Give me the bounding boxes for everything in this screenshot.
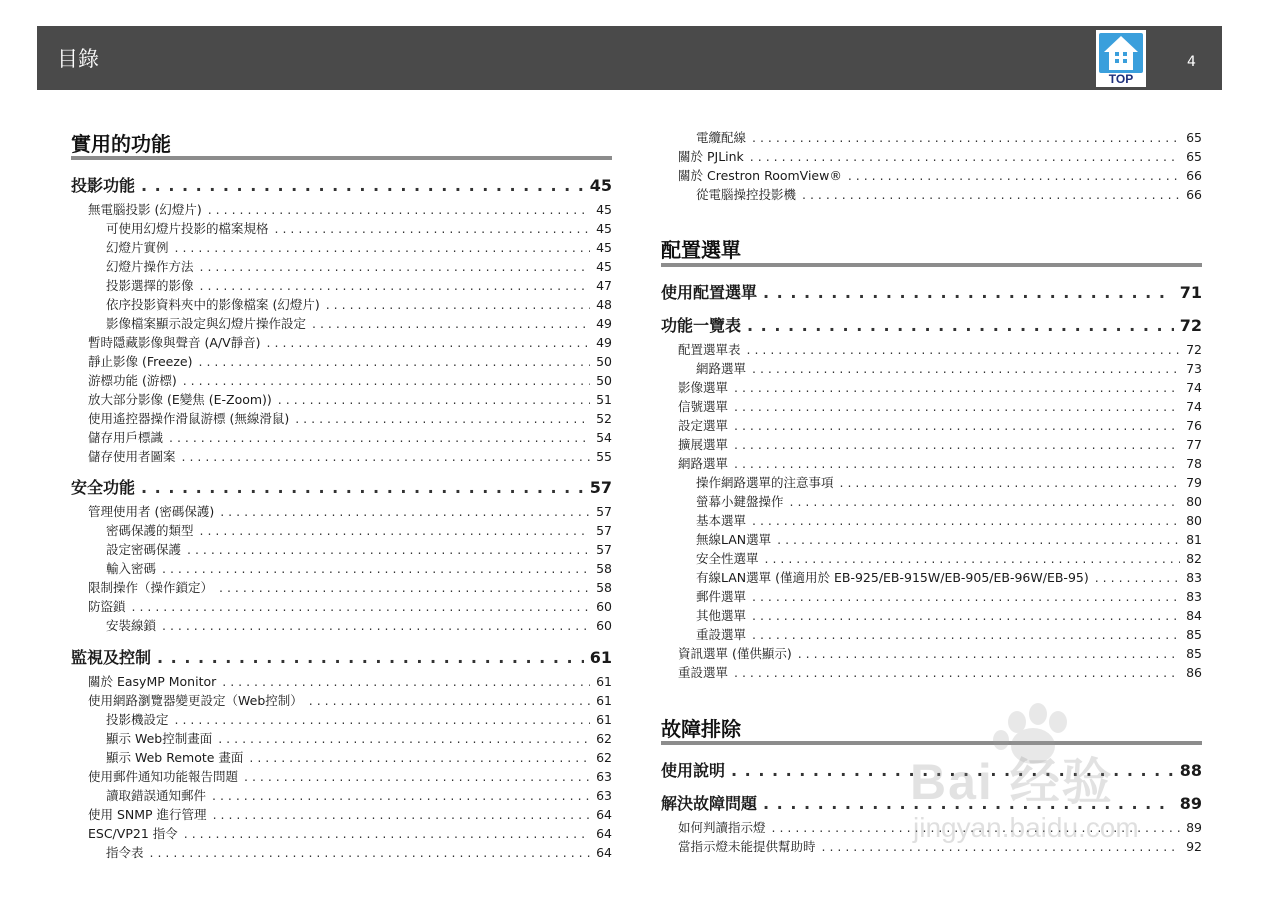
toc-subentry[interactable] [106,845,612,861]
toc-entry-page: 85 [1186,646,1202,661]
toc-entry-page: 55 [596,449,612,464]
toc-entry-label: 可使用幻燈片投影的檔案規格 [106,221,269,236]
toc-subentry[interactable] [696,187,1202,203]
toc-group-heading[interactable] [661,761,1202,781]
toc-entry-page: 45 [596,240,612,255]
toc-entry-label: 郵件選單 [696,589,747,604]
toc-entry-label: 投影選擇的影像 [106,278,194,293]
toc-group-heading[interactable] [661,283,1202,303]
toc-entry-label: 重設選單 [678,665,729,680]
dot-leader [734,399,1180,415]
toc-entry[interactable] [88,674,612,690]
toc-entry[interactable] [678,399,1202,415]
toc-subentry[interactable] [696,589,1202,605]
toc-subentry[interactable] [106,259,612,275]
toc-entry-label: 螢幕小鍵盤操作 [696,494,784,509]
toc-group-heading[interactable] [661,316,1202,336]
toc-entry[interactable] [678,149,1202,165]
toc-subentry[interactable] [696,608,1202,624]
dot-leader [249,750,590,766]
dot-leader [184,826,590,842]
toc-entry-label: 資訊選單 (僅供顯示) [678,646,792,661]
dot-leader [278,392,590,408]
toc-entry-page: 86 [1186,665,1202,680]
toc-entry-label: 安全功能 [71,478,136,497]
dot-leader [750,149,1180,165]
toc-subentry[interactable] [696,475,1202,491]
toc-subentry[interactable] [106,221,612,237]
toc-subentry[interactable] [106,731,612,747]
toc-entry-page: 80 [1186,513,1202,528]
dot-leader [747,316,1174,336]
dot-leader [309,693,590,709]
toc-entry-label: 管理使用者 (密碼保護) [88,504,215,519]
toc-subentry[interactable] [106,788,612,804]
dot-leader [132,599,591,615]
toc-entry-page: 45 [589,176,612,195]
toc-subentry[interactable] [696,627,1202,643]
dot-leader [213,807,591,823]
toc-entry-page: 72 [1179,316,1202,335]
toc-entry[interactable] [88,693,612,709]
dot-leader [765,551,1181,567]
toc-entry-page: 62 [596,731,612,746]
toc-entry[interactable] [88,826,612,842]
toc-entry-page: 49 [596,335,612,350]
toc-entry-label: 使用說明 [661,761,726,780]
toc-entry-label: 使用郵件通知功能報告問題 [88,769,239,784]
toc-entry[interactable] [678,456,1202,472]
dot-leader [752,130,1180,146]
page-number: 4 [1187,54,1196,70]
toc-entry-label: 安裝線鎖 [106,618,157,633]
dot-leader [222,674,590,690]
toc-entry[interactable] [678,646,1202,662]
toc-entry[interactable] [678,839,1202,855]
dot-leader [752,589,1180,605]
toc-entry-page: 80 [1186,494,1202,509]
toc-entry-page: 61 [596,712,612,727]
dot-leader [734,665,1180,681]
dot-leader [734,456,1180,472]
toc-entry-page: 65 [1186,149,1202,164]
toc-entry-page: 65 [1186,130,1202,145]
toc-subentry[interactable] [696,361,1202,377]
toc-entry[interactable] [88,504,612,520]
toc-entry-page: 45 [596,259,612,274]
toc-entry-label: 關於 EasyMP Monitor [88,674,217,689]
dot-leader [752,608,1180,624]
toc-entry-page: 57 [596,504,612,519]
toc-entry-label: 防盜鎖 [88,599,126,614]
section-title: 實用的功能 [71,132,171,156]
toc-group-heading[interactable] [71,176,612,196]
toc-entry-page: 73 [1186,361,1202,376]
toc-entry-label: 放大部分影像 (E變焦 (E-Zoom)) [88,392,272,407]
toc-entry[interactable] [678,820,1202,836]
dot-leader [752,627,1180,643]
toc-entry-page: 63 [596,788,612,803]
dot-leader [162,561,590,577]
toc-entry-label: 使用遙控器操作滑鼠游標 (無線滑鼠) [88,411,290,426]
section-title: 故障排除 [661,717,741,741]
toc-entry-label: 使用配置選單 [661,283,758,302]
toc-subentry[interactable] [106,240,612,256]
toc-entry-label: 儲存使用者圖案 [88,449,176,464]
toc-entry-page: 45 [596,202,612,217]
toc-entry[interactable] [88,599,612,615]
toc-subentry[interactable] [106,316,612,332]
toc-subentry[interactable] [696,494,1202,510]
dot-leader [840,475,1181,491]
toc-subentry[interactable] [106,712,612,728]
toc-entry-page: 78 [1186,456,1202,471]
toc-entry-label: 使用 SNMP 進行管理 [88,807,207,822]
dot-leader [200,278,591,294]
toc-entry[interactable] [88,373,612,389]
toc-entry-label: 功能一覽表 [661,316,742,335]
toc-entry-page: 64 [596,826,612,841]
toc-entry-page: 82 [1186,551,1202,566]
toc-entry-page: 85 [1186,627,1202,642]
dot-leader [802,187,1180,203]
section-title: 配置選單 [661,238,741,262]
dot-leader [1095,570,1180,586]
toc-entry-page: 71 [1179,283,1202,302]
toc-entry-page: 48 [596,297,612,312]
toc-entry-label: 游標功能 (游標) [88,373,177,388]
toc-entry-page: 62 [596,750,612,765]
toc-entry-page: 81 [1186,532,1202,547]
toc-entry-label: 當指示燈未能提供幫助時 [678,839,816,854]
toc-entry[interactable] [88,580,612,596]
toc-entry-label: 如何判讀指示燈 [678,820,766,835]
dot-leader [150,845,591,861]
dot-leader [244,769,590,785]
toc-entry-label: 無電腦投影 (幻燈片) [88,202,202,217]
toc-subentry[interactable] [106,542,612,558]
dot-leader [763,794,1174,814]
toc-entry-label: 基本選單 [696,513,747,528]
dot-leader [157,648,584,668]
section-rule [71,156,612,160]
toc-subentry[interactable] [106,618,612,634]
toc-entry-page: 66 [1186,168,1202,183]
toc-entry-page: 83 [1186,570,1202,585]
toc-entry-label: 從電腦操控投影機 [696,187,797,202]
header-bar [37,26,1222,90]
toc-subentry[interactable] [106,278,612,294]
toc-entry-page: 50 [596,354,612,369]
toc-entry-page: 57 [589,478,612,497]
toc-entry-page: 61 [589,648,612,667]
toc-entry-page: 76 [1186,418,1202,433]
toc-entry-page: 49 [596,316,612,331]
toc-entry-page: 77 [1186,437,1202,452]
dot-leader [734,437,1180,453]
toc-entry-label: 幻燈片操作方法 [106,259,194,274]
toc-group-heading[interactable] [71,478,612,498]
dot-leader [175,240,591,256]
toc-entry-page: 79 [1186,475,1202,490]
dot-leader [763,283,1174,303]
top-button-label: TOP [1108,72,1134,86]
toc-entry-page: 89 [1186,820,1202,835]
toc-entry-page: 58 [596,580,612,595]
dot-leader [312,316,590,332]
section-rule [661,741,1202,745]
dot-leader [772,820,1181,836]
dot-leader [752,361,1180,377]
toc-entry-label: 指令表 [106,845,144,860]
toc-entry-page: 50 [596,373,612,388]
toc-entry-page: 52 [596,411,612,426]
toc-entry-label: 操作網路選單的注意事項 [696,475,834,490]
toc-entry[interactable] [88,449,612,465]
toc-entry[interactable] [678,168,1202,184]
toc-entry-label: 依序投影資料夾中的影像檔案 (幻燈片) [106,297,320,312]
toc-entry-label: 安全性選單 [696,551,759,566]
top-button[interactable] [1096,30,1146,87]
toc-entry-label: 網路選單 [678,456,729,471]
toc-entry-label: 儲存用戶標識 [88,430,164,445]
dot-leader [326,297,590,313]
toc-entry-label: 設定密碼保護 [106,542,182,557]
toc-entry-label: 影像檔案顯示設定與幻燈片操作設定 [106,316,307,331]
toc-entry[interactable] [88,769,612,785]
dot-leader [208,202,590,218]
toc-entry-label: 密碼保護的類型 [106,523,194,538]
toc-group-heading[interactable] [661,794,1202,814]
toc-entry-label: 讀取錯誤通知郵件 [106,788,207,803]
toc-entry-label: 使用網路瀏覽器變更設定（Web控制） [88,693,303,708]
dot-leader [734,380,1180,396]
toc-entry-label: 顯示 Web控制畫面 [106,731,213,746]
page-title: 目錄 [57,47,99,71]
toc-subentry[interactable] [696,532,1202,548]
toc-entry-label: 暫時隱藏影像與聲音 (A/V靜音) [88,335,261,350]
dot-leader [212,788,590,804]
toc-subentry[interactable] [106,750,612,766]
toc-subentry[interactable] [696,513,1202,529]
toc-entry-label: 監視及控制 [71,648,152,667]
toc-entry-page: 66 [1186,187,1202,202]
toc-entry-label: 投影機設定 [106,712,169,727]
toc-entry-page: 63 [596,769,612,784]
toc-entry-label: 影像選單 [678,380,729,395]
toc-entry-page: 74 [1186,399,1202,414]
toc-entry-label: 輸入密碼 [106,561,157,576]
toc-entry-page: 61 [596,693,612,708]
toc-entry-page: 92 [1186,839,1202,854]
dot-leader [747,342,1181,358]
dot-leader [275,221,591,237]
toc-entry[interactable] [678,437,1202,453]
dot-leader [734,418,1180,434]
dot-leader [200,523,591,539]
dot-leader [218,731,590,747]
section-rule [661,263,1202,267]
dot-leader [798,646,1180,662]
dot-leader [752,513,1180,529]
toc-entry-label: 顯示 Web Remote 畫面 [106,750,244,765]
toc-entry-label: 限制操作（操作鎖定） [88,580,214,595]
toc-entry-page: 88 [1179,761,1202,780]
dot-leader [777,532,1180,548]
toc-entry-label: 設定選單 [678,418,729,433]
toc-entry-label: 靜止影像 (Freeze) [88,354,193,369]
toc-entry[interactable] [678,380,1202,396]
dot-leader [141,176,584,196]
toc-subentry[interactable] [106,297,612,313]
toc-entry-page: 45 [596,221,612,236]
toc-entry[interactable] [88,202,612,218]
toc-entry-page: 60 [596,618,612,633]
dot-leader [187,542,590,558]
toc-subentry[interactable] [106,523,612,539]
toc-entry[interactable] [88,430,612,446]
toc-entry-label: 關於 PJLink [678,149,744,164]
toc-entry-label: 配置選單表 [678,342,741,357]
dot-leader [848,168,1180,184]
toc-entry-page: 51 [596,392,612,407]
toc-entry-label: 電纜配線 [696,130,747,145]
toc-group-heading[interactable] [71,648,612,668]
toc-entry-page: 84 [1186,608,1202,623]
toc-entry-page: 54 [596,430,612,445]
toc-entry[interactable] [88,354,612,370]
toc-subentry[interactable] [696,551,1202,567]
dot-leader [182,449,591,465]
toc-subentry[interactable] [696,130,1202,146]
toc-entry-label: 擴展選單 [678,437,729,452]
toc-entry-page: 89 [1179,794,1202,813]
toc-entry-page: 64 [596,845,612,860]
dot-leader [219,580,590,596]
toc-entry-label: 解決故障問題 [661,794,758,813]
toc-entry-label: 重設選單 [696,627,747,642]
dot-leader [200,259,591,275]
toc-entry[interactable] [88,392,612,408]
toc-entry-page: 58 [596,561,612,576]
toc-entry-page: 47 [596,278,612,293]
toc-entry-label: 關於 Crestron RoomView® [678,168,842,183]
toc-entry[interactable] [88,411,612,427]
toc-entry-page: 83 [1186,589,1202,604]
dot-leader [822,839,1181,855]
dot-leader [183,373,590,389]
dot-leader [175,712,591,728]
toc-entry-label: 投影功能 [71,176,136,195]
dot-leader [220,504,590,520]
toc-entry-label: 其他選單 [696,608,747,623]
toc-entry[interactable] [88,335,612,351]
toc-entry-page: 57 [596,523,612,538]
toc-entry-page: 57 [596,542,612,557]
toc-entry-page: 60 [596,599,612,614]
toc-subentry[interactable] [696,570,1202,586]
watermark-main-text: Bai 经验 [910,754,1114,810]
watermark-url-text: jingyan.baidu.com [913,812,1139,843]
dot-leader [731,761,1174,781]
dot-leader [162,618,590,634]
toc-entry-label: 幻燈片實例 [106,240,169,255]
toc-subentry[interactable] [106,561,612,577]
toc-entry-label: 信號選單 [678,399,729,414]
toc-entry-page: 61 [596,674,612,689]
toc-entry-label: 無線LAN選單 [696,532,772,547]
dot-leader [295,411,590,427]
toc-entry[interactable] [678,665,1202,681]
toc-entry[interactable] [678,342,1202,358]
toc-entry-page: 72 [1186,342,1202,357]
dot-leader [199,354,591,370]
dot-leader [141,478,584,498]
toc-entry-label: ESC/VP21 指令 [88,826,178,841]
toc-entry[interactable] [88,807,612,823]
dot-leader [169,430,590,446]
toc-entry[interactable] [678,418,1202,434]
toc-entry-page: 74 [1186,380,1202,395]
toc-entry-label: 有線LAN選單 (僅適用於 EB-925/EB-915W/EB-905/EB-96W/EB-95) [696,570,1089,585]
toc-entry-label: 網路選單 [696,361,747,376]
toc-entry-page: 64 [596,807,612,822]
dot-leader [267,335,591,351]
dot-leader [790,494,1181,510]
